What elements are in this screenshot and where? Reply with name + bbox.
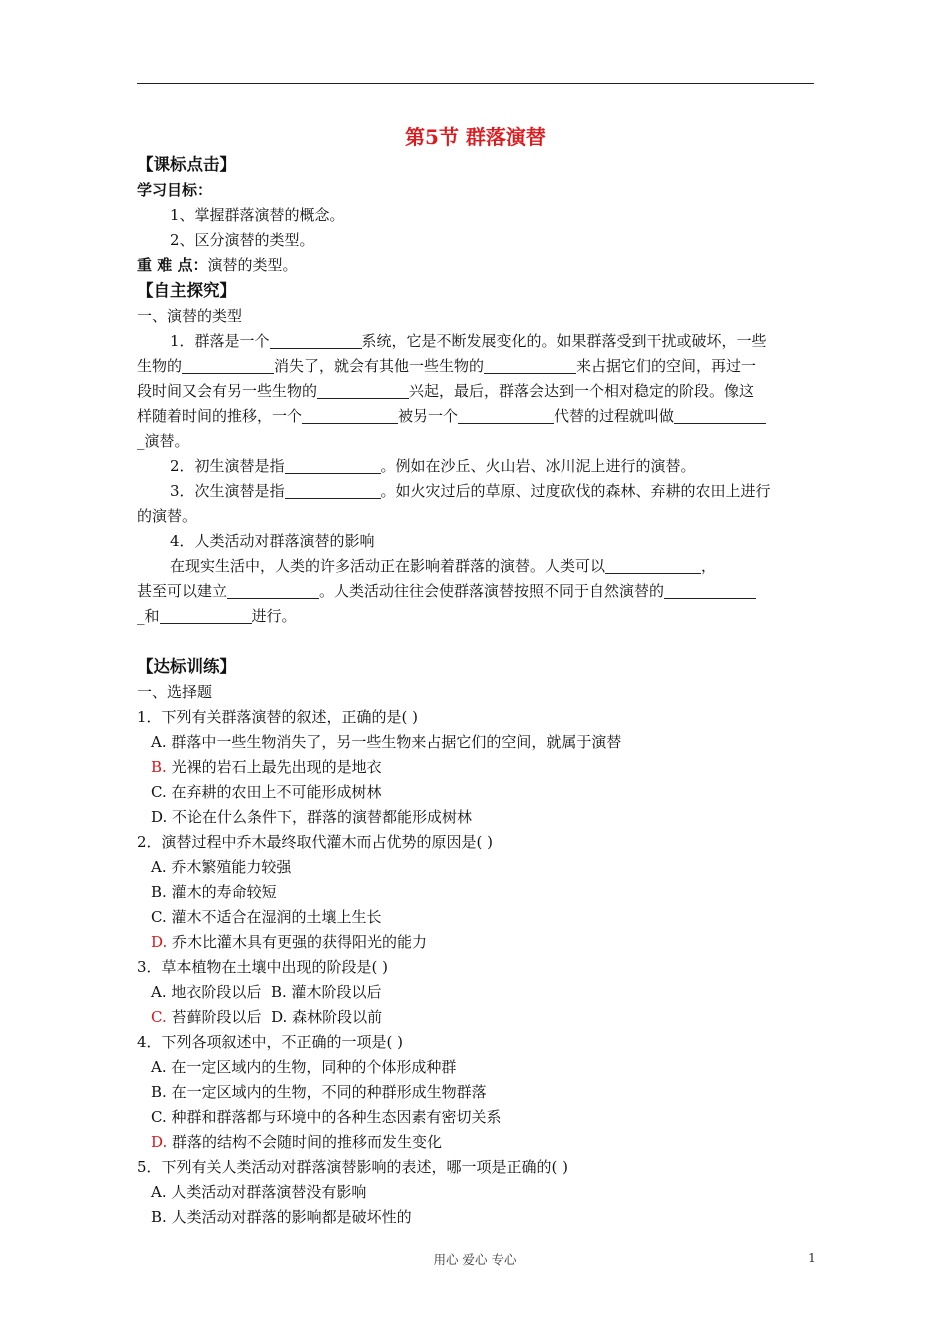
text-span: 。人类活动往往会使群落演替按照不同于自然演替的 <box>319 582 665 600</box>
text-span: 甚至可以建立 <box>137 582 228 600</box>
text-span: 进行。 <box>251 607 297 625</box>
goals-label: 学习目标： <box>137 181 213 199</box>
option-row-ab <box>137 980 814 1005</box>
option-letter-answer: D. <box>151 1133 168 1151</box>
para3-line1 <box>137 479 814 504</box>
option-letter: C. <box>151 1108 167 1126</box>
fill-blank[interactable] <box>160 607 252 624</box>
text-span: 系统，它是不断发展变化的。如果群落受到干扰或破坏，一些 <box>361 332 767 350</box>
section-header-zizhu: 【自主探究】 <box>137 281 236 300</box>
goal-1: 1、掌握群落演替的概念。 <box>170 206 345 224</box>
fill-blank[interactable] <box>182 357 274 374</box>
option-c <box>137 905 814 930</box>
text-span: 代替的过程就叫做 <box>554 407 675 425</box>
option-text: 人类活动对群落演替没有影响 <box>171 1183 367 1201</box>
option-letter: D. <box>271 1008 288 1026</box>
fill-blank[interactable] <box>285 457 381 474</box>
option-a <box>137 855 814 880</box>
text-span: 2．初生演替是指 <box>170 457 285 475</box>
option-text: 群落中一些生物消失了，另一些生物来占据它们的空间，就属于演替 <box>171 733 622 751</box>
option-text: 乔木繁殖能力较强 <box>171 858 292 876</box>
para1-line1 <box>137 329 814 354</box>
option-letter-answer: D. <box>151 933 168 951</box>
text-span: _和 <box>137 607 160 625</box>
text-span: 被另一个 <box>398 407 459 425</box>
option-row-cd <box>137 1005 814 1030</box>
option-b <box>137 1080 814 1105</box>
option-text: 人类活动对群落的影响都是破坏性的 <box>171 1208 412 1226</box>
text-span: 消失了，就会有其他一些生物的 <box>274 357 485 375</box>
option-letter: A. <box>151 1058 167 1076</box>
text-span: 段时间又会有另一些生物的 <box>137 382 318 400</box>
fill-blank[interactable] <box>484 357 576 374</box>
text-span: ， <box>701 557 717 575</box>
option-a <box>137 1055 814 1080</box>
text-span: 在现实生活中，人类的许多活动正在影响着群落的演替。人类可以 <box>170 557 606 575</box>
option-text: 灌木不适合在湿润的土壤上生长 <box>171 908 382 926</box>
option-text: 不论在什么条件下，群落的演替都能形成树林 <box>172 808 473 826</box>
section-header-kebiao: 【课标点击】 <box>137 155 236 174</box>
header-rule <box>137 83 814 84</box>
fill-blank[interactable] <box>302 407 398 424</box>
key-points <box>137 253 814 278</box>
question-stem: 1．下列有关群落演替的叙述，正确的是( ) <box>137 708 419 726</box>
fill-blank[interactable] <box>674 407 766 424</box>
option-text: 在弃耕的农田上不可能形成树林 <box>171 783 382 801</box>
option-b <box>137 1205 814 1230</box>
option-c <box>137 780 814 805</box>
option-d <box>137 930 814 955</box>
option-letter-answer: B. <box>151 758 167 776</box>
subheading-choice: 一、选择题 <box>137 683 213 701</box>
option-text: 光裸的岩石上最先出现的是地衣 <box>171 758 382 776</box>
text-span: 生物的 <box>137 357 183 375</box>
section-header-dabiao: 【达标训练】 <box>137 657 236 676</box>
text-span: 。例如在沙丘、火山岩、冰川泥上进行的演替。 <box>380 457 696 475</box>
para4: 4．人类活动对群落演替的影响 <box>170 532 375 550</box>
option-d <box>137 1130 814 1155</box>
option-text: 地衣阶段以后 <box>171 983 262 1001</box>
key-points-text: 演替的类型。 <box>207 256 298 274</box>
para1-line2 <box>137 354 814 379</box>
option-text: 苔藓阶段以后 <box>171 1008 262 1026</box>
question-stem: 5．下列有关人类活动对群落演替影响的表述，哪一项是正确的( ) <box>137 1158 569 1176</box>
para5-line3 <box>137 604 814 629</box>
question-stem: 3．草本植物在土壤中出现的阶段是( ) <box>137 958 389 976</box>
option-letter: A. <box>151 983 167 1001</box>
key-points-label: 重 难 点： <box>137 256 208 274</box>
fill-blank[interactable] <box>458 407 554 424</box>
option-d <box>137 805 814 830</box>
option-text: 群落的结构不会随时间的推移而发生变化 <box>172 1133 443 1151</box>
text-span: 1．群落是一个 <box>170 332 270 350</box>
option-letter: A. <box>151 858 167 876</box>
option-text: 灌木的寿命较短 <box>171 883 277 901</box>
option-letter: C. <box>151 908 167 926</box>
para5-line2 <box>137 579 814 604</box>
para1-line5: _演替。 <box>137 432 190 450</box>
option-c <box>137 1105 814 1130</box>
para1-line4 <box>137 404 814 429</box>
option-letter: A. <box>151 733 167 751</box>
goal-2: 2、区分演替的类型。 <box>170 231 315 249</box>
option-a <box>137 1180 814 1205</box>
page-title: 第5节 群落演替 <box>405 125 546 149</box>
text-span: 样随着时间的推移，一个 <box>137 407 303 425</box>
text-span: 3．次生演替是指 <box>170 482 285 500</box>
option-letter: B. <box>270 983 287 1001</box>
option-letter: D. <box>151 808 168 826</box>
option-letter: B. <box>151 1208 167 1226</box>
para1-line3 <box>137 379 814 404</box>
option-text: 乔木比灌木具有更强的获得阳光的能力 <box>172 933 428 951</box>
option-letter: A. <box>151 1183 167 1201</box>
fill-blank[interactable] <box>285 482 381 499</box>
option-text: 森林阶段以前 <box>292 1008 383 1026</box>
option-letter: C. <box>151 783 167 801</box>
text-span: 来占据它们的空间，再过一 <box>576 357 757 375</box>
text-span: 兴起，最后，群落会达到一个相对稳定的阶段。像这 <box>409 382 755 400</box>
page-number: 1 <box>808 1250 816 1265</box>
option-letter-answer: C. <box>151 1008 167 1026</box>
question-stem: 2．演替过程中乔木最终取代灌木而占优势的原因是( ) <box>137 833 494 851</box>
question-stem: 4．下列各项叙述中，不正确的一项是( ) <box>137 1033 404 1051</box>
para5-line1 <box>137 554 814 579</box>
option-b <box>137 880 814 905</box>
option-letter: B. <box>151 883 167 901</box>
option-text: 在一定区域内的生物，同种的个体形成种群 <box>171 1058 457 1076</box>
option-letter: B. <box>151 1083 167 1101</box>
para2 <box>137 454 814 479</box>
fill-blank[interactable] <box>270 332 362 349</box>
spacer <box>137 629 814 654</box>
para3-line2: 的演替。 <box>137 507 198 525</box>
subheading-types: 一、演替的类型 <box>137 307 243 325</box>
text-span: 。如火灾过后的草原、过度砍伐的森林、弃耕的农田上进行 <box>380 482 771 500</box>
fill-blank[interactable] <box>605 557 701 574</box>
option-text: 灌木阶段以后 <box>291 983 382 1001</box>
option-text: 种群和群落都与环境中的各种生态因素有密切关系 <box>171 1108 502 1126</box>
page-footer: 用心 爱心 专心 <box>433 1252 517 1267</box>
fill-blank[interactable] <box>664 582 756 599</box>
option-text: 在一定区域内的生物，不同的种群形成生物群落 <box>171 1083 487 1101</box>
fill-blank[interactable] <box>227 582 319 599</box>
option-b <box>137 755 814 780</box>
document-body <box>137 122 814 1230</box>
fill-blank[interactable] <box>317 382 409 399</box>
option-a <box>137 730 814 755</box>
